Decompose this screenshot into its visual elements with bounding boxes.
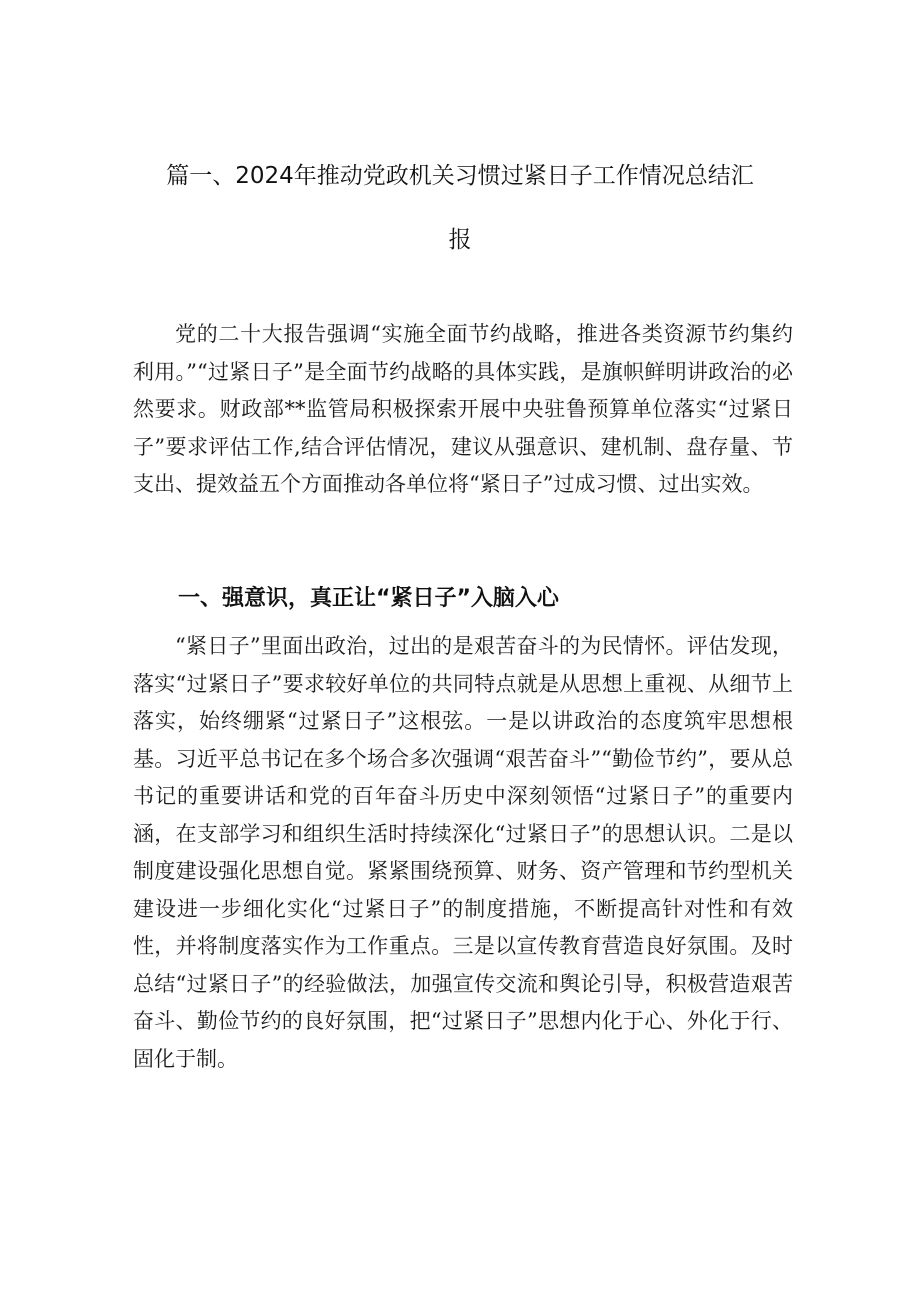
section-1-paragraph: “紧日子”里面出政治，过出的是艰苦奋斗的为民情怀。评估发现，落实“过紧日子”要求较好单位的共同特点就是从思想上重视、从细节上落实，始终绷紧“过紧日子”这根弦。一是以讲政治的态度筑牢思想根基。习近平总书记在多个场合多次强调“艰苦奋斗”“勤俭节约”，要从总书记的重要讲话和党的百年奋斗历史中深刻领悟“过紧日子”的重要内涵，在支部学习和组织生活时持续深化“过紧日子”的思想认识。二是以制度建设强化思想自觉。紧紧围绕预算、财务、资产管理和节约型机关建设进一步细化实化“过紧日子”的制度措施，不断提高针对性和有效性，并将制度落实作为工作重点。三是以宣传教育营造良好氛围。及时总结“过紧日子”的经验做法，加强宣传交流和舆论引导，积极营造艰苦奋斗、勤俭节约的良好氛围，把“过紧日子”思想内化于心、外化于行、固化于制。 [133,634,793,1071]
intro-paragraph: 党的二十大报告强调“实施全面节约战略，推进各类资源节约集约利用。”“过紧日子”是全面节约战略的具体实践，是旗帜鲜明讲政治的必然要求。财政部**监管局积极探索开展中央驻鲁预算单位落实“过紧日子”要求评估工作,结合评估情况，建议从强意识、建机制、盘存量、节支出、提效益五个方面推动各单位将“紧日子”过成习惯、过出实效。 [133,322,793,496]
section-1-heading: 一、强意识，真正让“紧日子”入脑入心 [178,586,559,611]
document-title-line-1: 篇一、2024年推动党政机关习惯过紧日子工作情况总结汇 [166,163,754,189]
document-title-line-2: 报 [448,227,472,253]
